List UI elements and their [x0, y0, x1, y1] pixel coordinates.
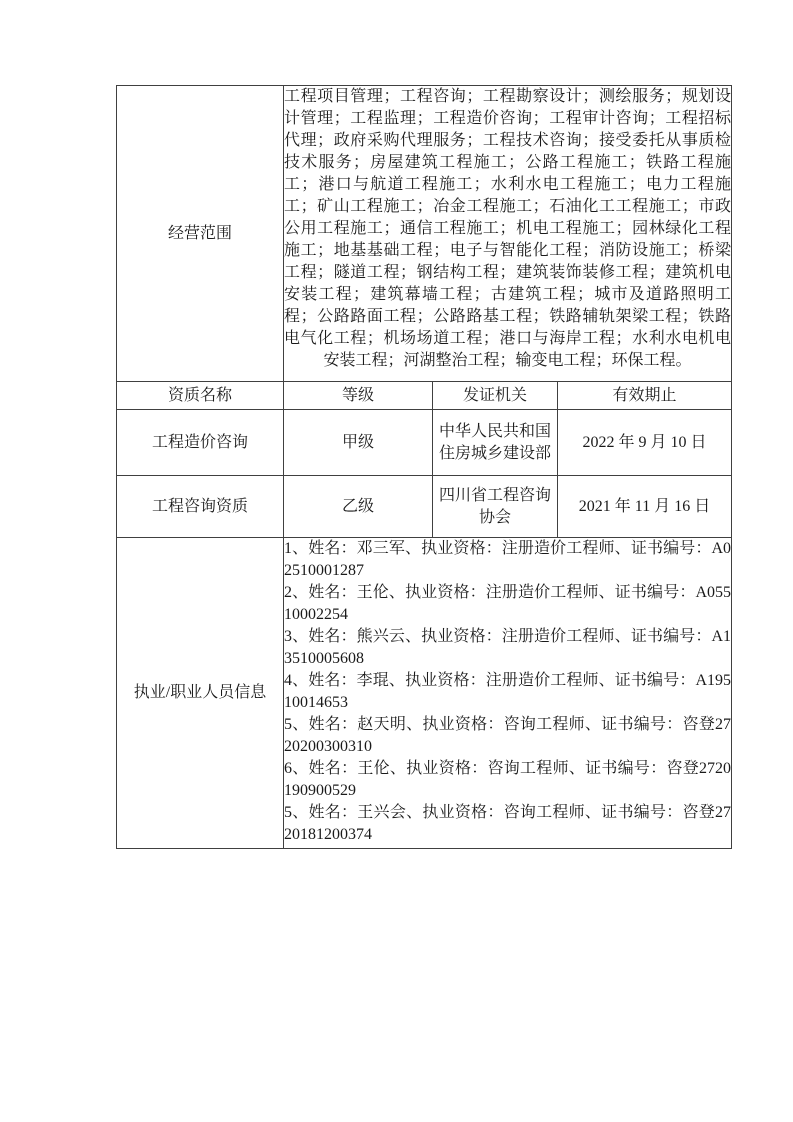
header-issuing-authority: 发证机关: [433, 382, 558, 410]
personnel-list-cell: [284, 538, 732, 849]
qualification-name: 工程咨询资质: [117, 476, 284, 538]
qualification-name: 工程造价咨询: [117, 410, 284, 476]
qualification-grade: 乙级: [284, 476, 433, 538]
qualification-row: [117, 476, 732, 538]
personnel-row: [117, 538, 732, 849]
personnel-label: 执业/职业人员信息: [117, 538, 284, 849]
header-valid-until: 有效期止: [558, 382, 732, 410]
personnel-entry: 3、姓名：熊兴云、执业资格：注册造价工程师、证书编号：A13510005608: [284, 628, 732, 667]
personnel-entry: 4、姓名：李琨、执业资格：注册造价工程师、证书编号：A19510014653: [284, 672, 732, 711]
personnel-entry: 6、姓名：王伦、执业资格：咨询工程师、证书编号：咨登2720190900529: [284, 760, 732, 799]
qualification-header-row: [117, 382, 732, 410]
qualification-valid-until: 2021 年 11 月 16 日: [558, 476, 732, 538]
header-qualification-name: 资质名称: [117, 382, 284, 410]
personnel-entry: 2、姓名：王伦、执业资格：注册造价工程师、证书编号：A05510002254: [284, 584, 732, 623]
company-info-table: [116, 85, 732, 849]
qualification-issuer: 中华人民共和国住房城乡建设部: [433, 410, 558, 476]
personnel-entry: 1、姓名：邓三军、执业资格：注册造价工程师、证书编号：A02510001287: [284, 540, 732, 579]
business-scope-row: [117, 86, 732, 382]
personnel-entry: 5、姓名：王兴会、执业资格：咨询工程师、证书编号：咨登2720181200374: [284, 804, 732, 843]
qualification-grade: 甲级: [284, 410, 433, 476]
personnel-entry: 5、姓名：赵天明、执业资格：咨询工程师、证书编号：咨登2720200300310: [284, 716, 732, 755]
qualification-issuer: 四川省工程咨询协会: [433, 476, 558, 538]
business-scope-text: 工程项目管理；工程咨询；工程勘察设计；测绘服务；规划设计管理；工程监理；工程造价咨询；工程审计咨询；工程招标代理；政府采购代理服务；工程技术咨询；接受委托从事质检技术服务；房屋建筑工程施工；公路工程施工；铁路工程施工；港口与航道工程施工；水利水电工程施工；电力工程施工；矿山工程施工；冶金工程施工；石油化工工程施工；市政公用工程施工；通信工程施工；机电工程施工；园林绿化工程施工；地基基础工程；电子与智能化工程；消防设施工；桥梁工程；隧道工程；钢结构工程；建筑装饰装修工程；建筑机电安装工程；建筑幕墙工程；古建筑工程；城市及道路照明工程；公路路面工程；公路路基工程；铁路辅轨架梁工程；铁路电气化工程；机场场道工程；港口与海岸工程；水利水电机电安装工程；河湖整治工程；输变电工程；环保工程。: [284, 88, 732, 369]
qualification-row: [117, 410, 732, 476]
qualification-valid-until: 2022 年 9 月 10 日: [558, 410, 732, 476]
business-scope-cell: [284, 86, 732, 382]
business-scope-label: 经营范围: [117, 86, 284, 382]
header-grade: 等级: [284, 382, 433, 410]
